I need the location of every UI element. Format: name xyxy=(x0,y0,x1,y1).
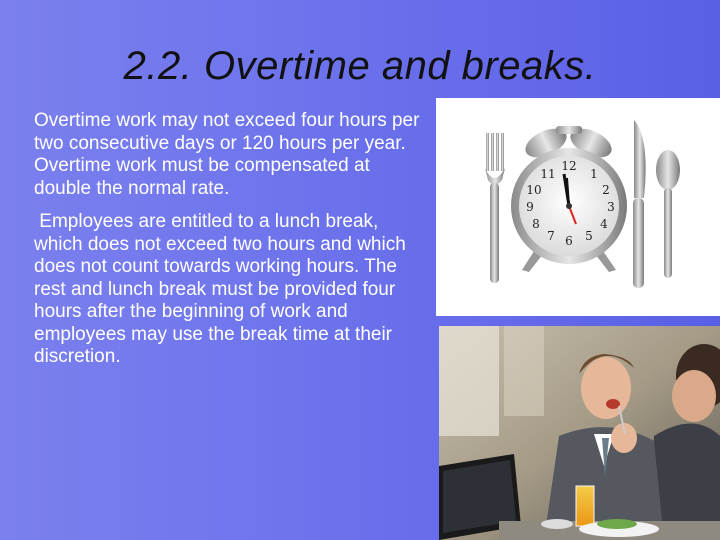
svg-text:3: 3 xyxy=(607,200,615,214)
slide-title: 2.2. Overtime and breaks. xyxy=(123,44,597,88)
paragraph-overtime: Overtime work may not exceed four hours per two consecutive days or 120 hours per year. Overtime work must be compensated at double the normal rate. xyxy=(34,110,420,199)
svg-text:1: 1 xyxy=(590,167,598,181)
svg-text:9: 9 xyxy=(526,200,534,214)
alarm-clock-with-cutlery-icon xyxy=(436,98,720,316)
spoon-icon xyxy=(656,150,680,278)
business-lunch-photo-icon xyxy=(439,326,720,540)
svg-text:5: 5 xyxy=(585,229,593,243)
svg-text:8: 8 xyxy=(532,217,540,231)
svg-text:6: 6 xyxy=(565,234,573,248)
svg-text:2: 2 xyxy=(602,183,610,197)
svg-text:12: 12 xyxy=(561,159,577,173)
knife-icon xyxy=(633,120,646,288)
fork-icon xyxy=(485,133,505,283)
alarm-clock-image xyxy=(436,98,720,316)
svg-text:4: 4 xyxy=(600,217,608,231)
svg-text:10: 10 xyxy=(526,183,542,197)
svg-text:11: 11 xyxy=(540,167,556,181)
business-lunch-photo xyxy=(439,326,720,540)
svg-text:7: 7 xyxy=(547,229,555,243)
paragraph-breaks: Employees are entitled to a lunch break, which does not exceed two hours and which does not count towards working hours. The rest and lunch break must be provided four hours after the beginning of work and employees may use the break time at their discretion. xyxy=(34,211,412,367)
slide-body xyxy=(34,110,429,380)
